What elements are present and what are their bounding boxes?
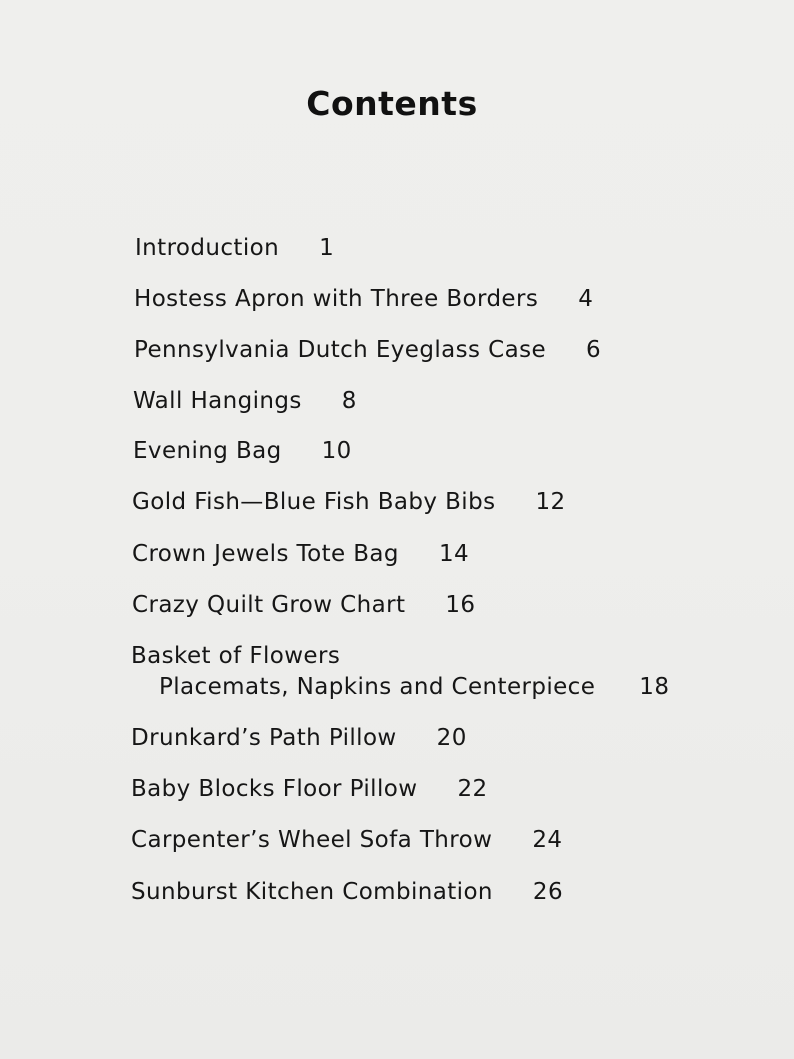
toc-entry-title: Gold Fish—Blue Fish Baby Bibs <box>132 489 496 515</box>
toc-entry-title: Sunburst Kitchen Combination <box>131 879 493 905</box>
toc-entry-title: Evening Bag <box>133 438 282 464</box>
toc-entry-title: Pennsylvania Dutch Eyeglass Case <box>134 337 546 363</box>
toc-entry-subline <box>159 672 669 702</box>
toc-entry <box>134 284 593 314</box>
toc-entry <box>131 723 467 753</box>
toc-entry <box>132 487 566 517</box>
toc-entry-page: 8 <box>341 388 357 414</box>
toc-entry-page: 4 <box>578 286 594 312</box>
toc-entry-page: 24 <box>532 827 563 853</box>
toc-entry-page: 14 <box>438 541 470 567</box>
page-title: Contents <box>306 84 478 123</box>
toc-entry-title: Crown Jewels Tote Bag <box>132 541 399 567</box>
toc-entry-title: Carpenter’s Wheel Sofa Throw <box>131 827 493 853</box>
toc-entry <box>131 825 562 855</box>
toc-entry <box>131 774 488 804</box>
toc-entry <box>134 335 601 365</box>
toc-entry <box>135 233 334 263</box>
toc-entry-page: 16 <box>445 592 476 618</box>
toc-entry-title: Wall Hangings <box>133 388 302 414</box>
toc-entry-page: 1 <box>319 235 335 261</box>
toc-entry <box>131 877 563 907</box>
toc-entry <box>133 386 357 416</box>
toc-entry-title: Drunkard’s Path Pillow <box>131 725 397 751</box>
toc-entry-title: Introduction <box>135 235 280 261</box>
toc-entry <box>132 539 469 569</box>
toc-entry-page: 26 <box>532 879 563 905</box>
toc-entry-title: Baby Blocks Floor Pillow <box>131 776 418 802</box>
toc-entry-title: Hostess Apron with Three Borders <box>134 286 539 312</box>
toc-entry-subtitle: Placemats, Napkins and Centerpiece <box>159 674 596 700</box>
toc-entry <box>132 590 475 620</box>
toc-entry-page: 20 <box>436 725 467 751</box>
toc-entry-title: Basket of Flowers <box>131 643 341 669</box>
toc-entry <box>131 641 670 700</box>
toc-entry <box>133 436 352 466</box>
toc-entry-page: 18 <box>639 674 670 700</box>
toc-entry-page: 6 <box>586 337 602 363</box>
toc-entry-page: 12 <box>535 489 566 515</box>
toc-entry-page: 10 <box>321 438 352 464</box>
toc-entry-title: Crazy Quilt Grow Chart <box>132 592 406 618</box>
toc-entry-page: 22 <box>457 776 488 802</box>
